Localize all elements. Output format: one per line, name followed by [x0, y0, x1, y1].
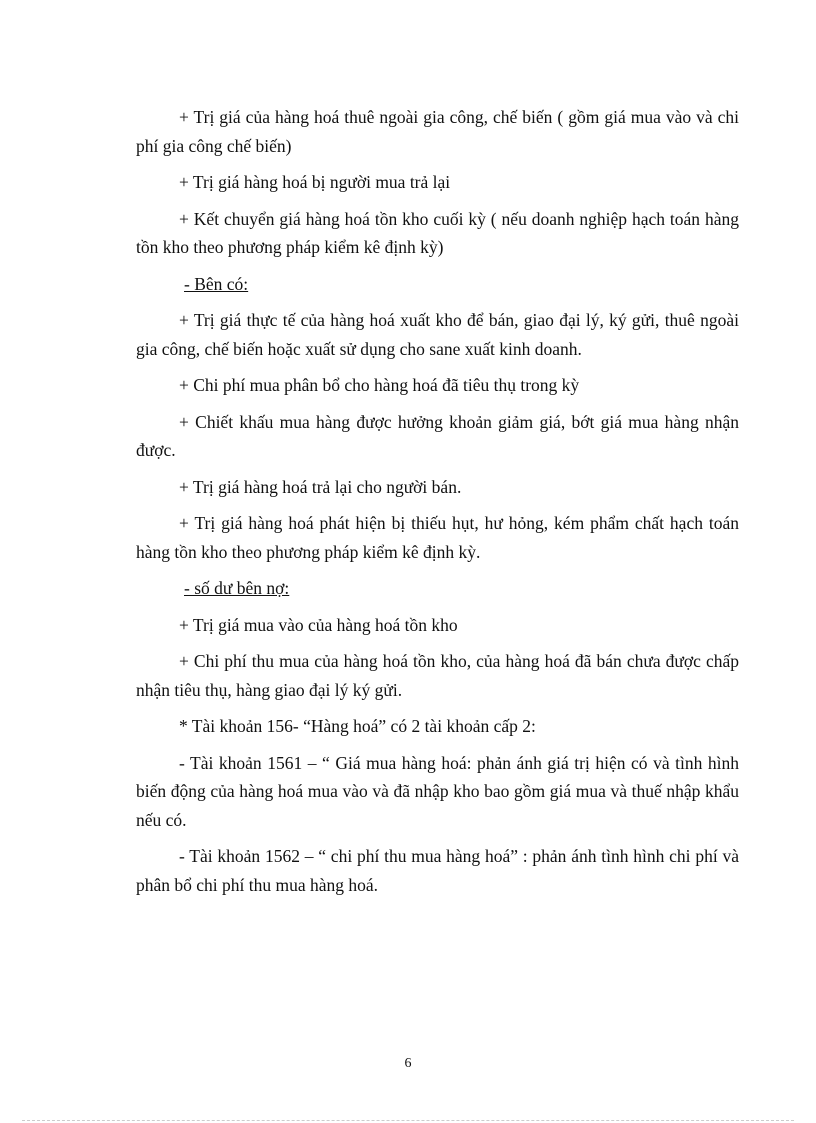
page-bottom-divider [22, 1120, 794, 1121]
heading-credit-side-text: - Bên có: [184, 273, 249, 294]
paragraph-account-1562: - Tài khoản 1562 – “ chi phí thu mua hàng hoá” : phản ánh tình hình chi phí và phân bổ chi phí thu mua hàng hoá. [136, 846, 739, 895]
page-number: 6 [404, 1056, 412, 1071]
paragraph-closing-inventory: + Kết chuyển giá hàng hoá tồn kho cuối kỳ ( nếu doanh nghiệp hạch toán hàng tồn kho theo phương pháp kiểm kê định kỳ) [136, 208, 739, 257]
paragraph-purchase-discount: + Chiết khấu mua hàng được hưởng khoản giảm giá, bớt giá mua hàng nhận được. [136, 411, 739, 460]
paragraph-outsourced-goods: + Trị giá của hàng hoá thuê ngoài gia công, chế biến ( gồm giá mua vào và chi phí gia công chế biến) [136, 107, 739, 156]
paragraph-returned-goods: + Trị giá hàng hoá bị người mua trả lại [179, 172, 451, 192]
page-body [136, 103, 739, 907]
heading-credit-side [136, 270, 739, 299]
heading-debit-balance [136, 574, 739, 603]
paragraph-inventory-purchase-value: + Trị giá mua vào của hàng hoá tồn kho [179, 614, 458, 635]
paragraph-account-1561: - Tài khoản 1561 – “ Giá mua hàng hoá: phản ánh giá trị hiện có và tình hình biến động của hàng hoá mua vào và đã nhập kho bao gồm giá mua và thuế nhập khẩu nếu có. [136, 752, 739, 830]
paragraph-returned-to-seller: + Trị giá hàng hoá trả lại cho người bán. [179, 476, 462, 497]
paragraph-allocated-cost: + Chi phí mua phân bổ cho hàng hoá đã tiêu thụ trong kỳ [179, 375, 580, 395]
paragraph-account-156: * Tài khoản 156- “Hàng hoá” có 2 tài khoản cấp 2: [179, 716, 536, 736]
paragraph-shortage-damage: + Trị giá hàng hoá phát hiện bị thiếu hụt, hư hỏng, kém phẩm chất hạch toán hàng tồn kho theo phương pháp kiểm kê định kỳ. [136, 513, 739, 562]
heading-debit-balance-text: - số dư bên nợ: [184, 578, 290, 598]
paragraph-goods-issued: + Trị giá thực tế của hàng hoá xuất kho để bán, giao đại lý, ký gửi, thuê ngoài gia công, chế biến hoặc xuất sử dụng cho sane xuất kinh doanh. [136, 310, 739, 359]
paragraph-inventory-purchasing-cost: + Chi phí thu mua của hàng hoá tồn kho, của hàng hoá đã bán chưa được chấp nhận tiêu thụ, hàng giao đại lý ký gửi. [136, 651, 739, 700]
